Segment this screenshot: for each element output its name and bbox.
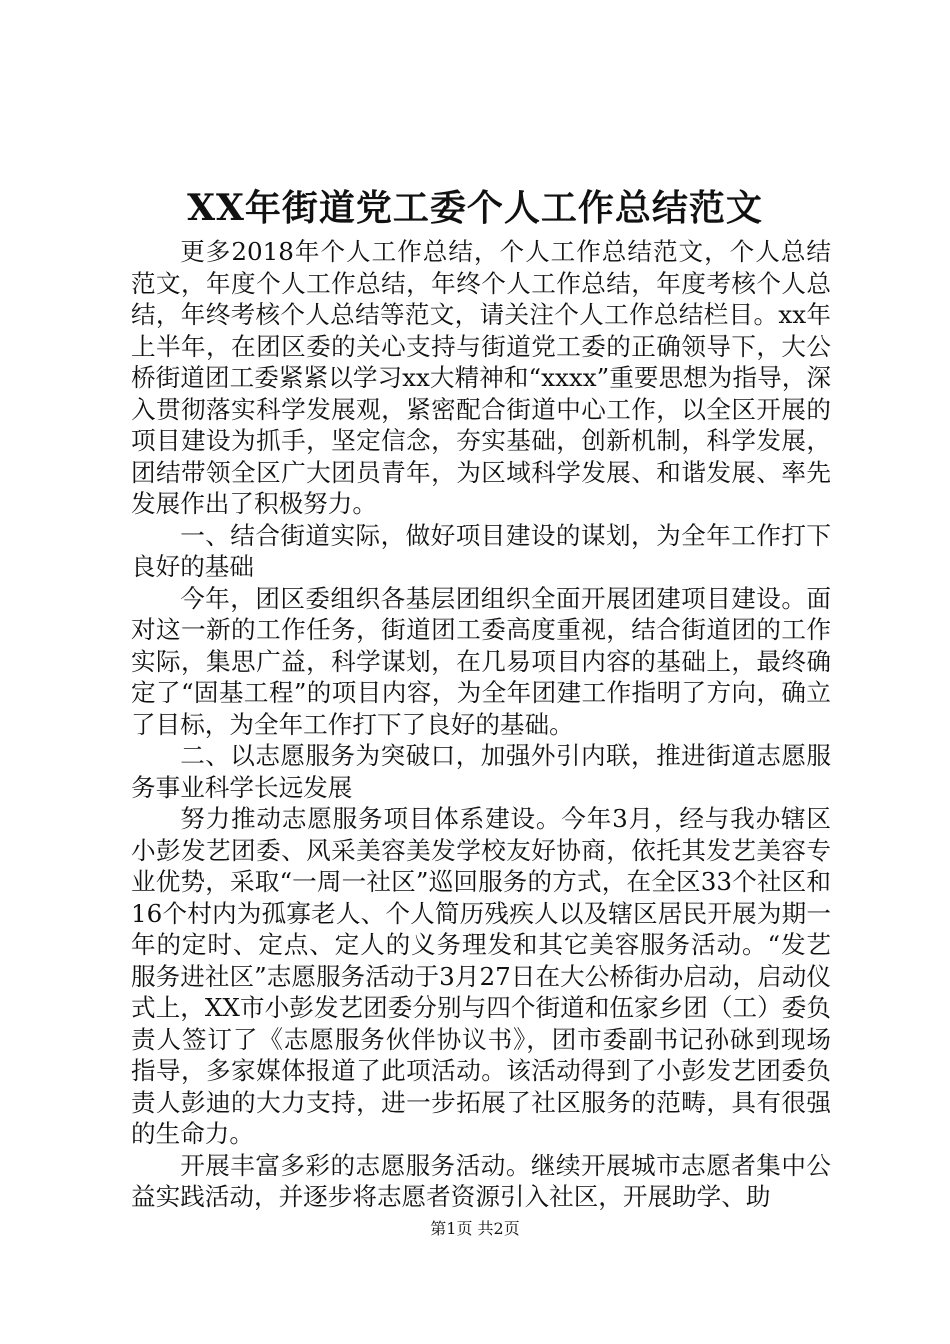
paragraph-intro: 更多2018年个人工作总结，个人工作总结范文，个人总结范文，年度个人工作总结，年终个人工作总结，年度考核个人总结，年终考核个人总结等范文，请关注个人工作总结栏目。xx年上半年，在团区委的关心支持与街道党工委的正确领导下，大公桥街道团工委紧紧以学习xx大精神和“xxxx”重要思想为指导，深入贯彻落实科学发展观，紧密配合街道中心工作，以全区开展的项目建设为抓手，坚定信念，夯实基础，创新机制，科学发展，团结带领全区广大团员青年，为区域科学发展、和谐发展、率先发展作出了积极努力。 [131,237,831,518]
page-footer: 第1页 共2页 [430,1219,520,1238]
paragraph-section-1: 今年，团区委组织各基层团组织全面开展团建项目建设。面对这一新的工作任务，街道团工委高度重视，结合街道团的工作实际，集思广益，科学谋划，在几易项目内容的基础上，最终确定了“固基工程”的项目内容，为全年团建工作指明了方向，确立了目标，为全年工作打下了良好的基础。 [131,583,831,739]
paragraph-section-2a: 努力推动志愿服务项目体系建设。今年3月，经与我办辖区小彭发艺团委、风采美容美发学校友好协商，依托其发艺美容专业优势，采取“一周一社区”巡回服务的方式，在全区33个社区和16个村内为孤寡老人、个人简历残疾人以及辖区居民开展为期一年的定时、定点、定人的义务理发和其它美容服务活动。“发艺服务进社区”志愿服务活动于3月27日在大公桥街办启动，启动仪式上，XX市小彭发艺团委分别与四个街道和伍家乡团（工）委负责人签订了《志愿服务伙伴协议书》，团市委副书记孙砯到现场指导，多家媒体报道了此项活动。该活动得到了小彭发艺团委负责人彭迪的大力支持，进一步拓展了社区服务的范畴，具有很强的生命力。 [131,804,831,1148]
section-heading-1: 一、结合街道实际，做好项目建设的谋划，为全年工作打下良好的基础 [131,520,831,581]
document-body [131,236,831,1213]
paragraph-section-2b: 开展丰富多彩的志愿服务活动。继续开展城市志愿者集中公益实践活动，并逐步将志愿者资源引入社区，开展助学、助 [131,1150,831,1211]
document-title: XX年街道党工委个人工作总结范文 [187,187,763,230]
section-heading-2: 二、以志愿服务为突破口，加强外引内联，推进街道志愿服务事业科学长远发展 [131,741,831,802]
